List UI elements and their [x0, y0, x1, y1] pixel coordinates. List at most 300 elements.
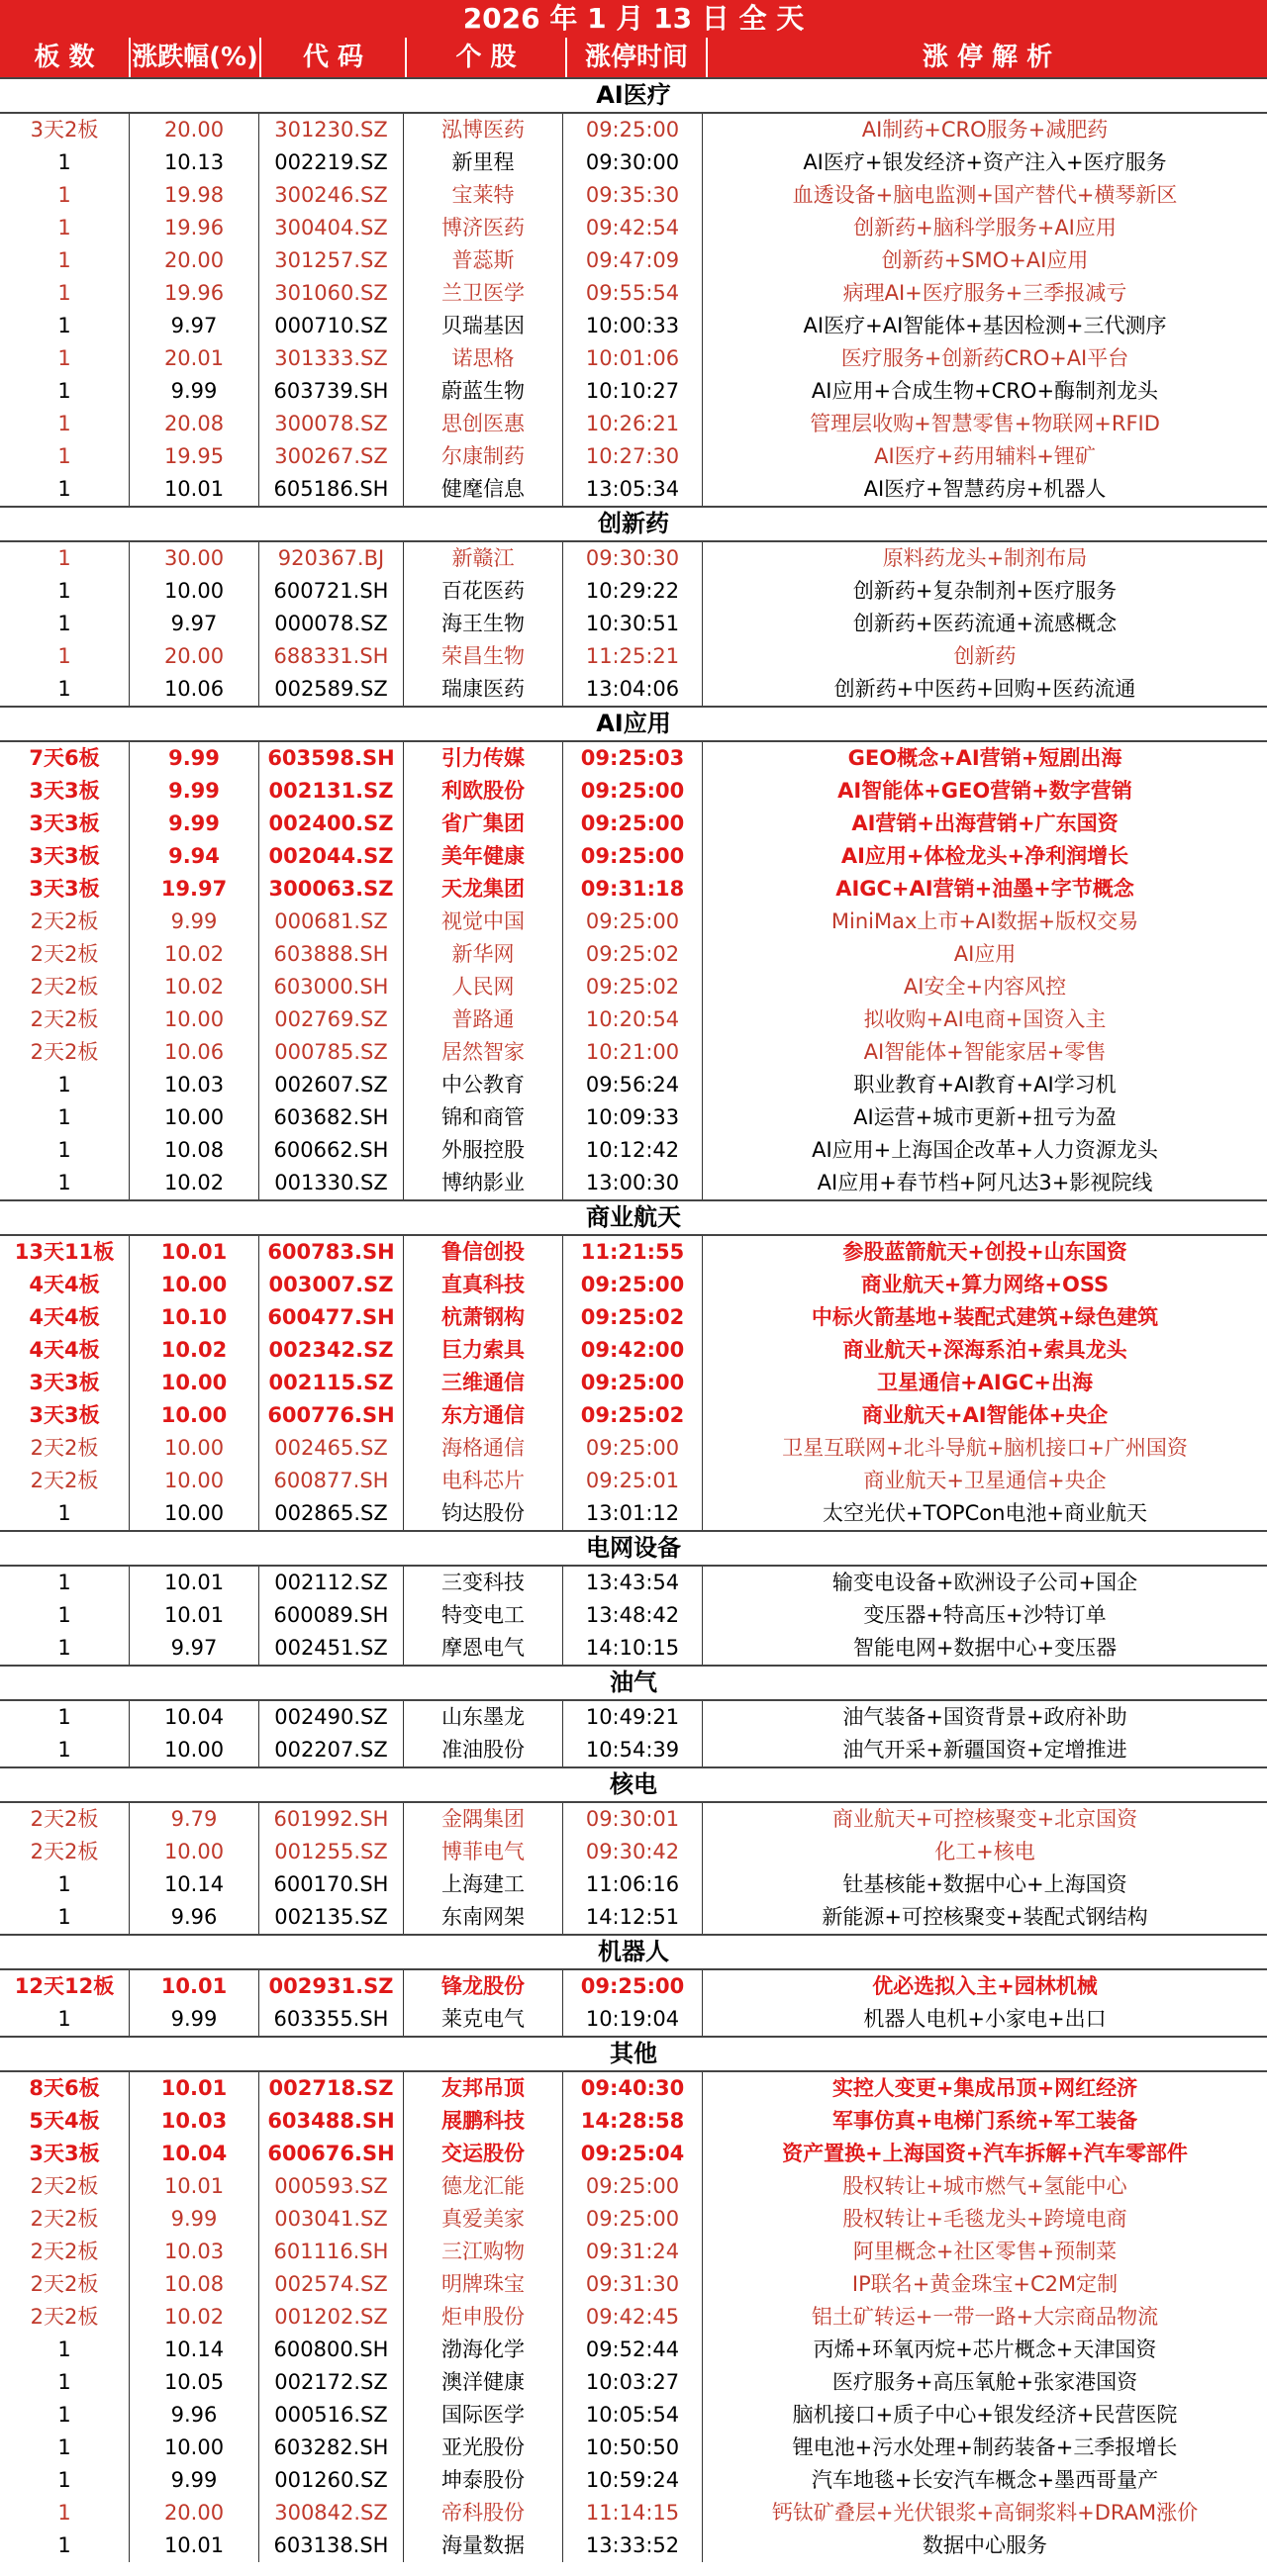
table-row — [0, 2003, 1267, 2036]
cell-limit-up-time: 11:25:21 — [563, 640, 703, 673]
cell-change-percent: 10.02 — [130, 1167, 259, 1199]
cell-analysis: 病理AI+医疗服务+三季报减亏 — [842, 281, 1127, 305]
cell-board-count: 1 — [0, 244, 130, 277]
section-header: 创新药 — [0, 506, 1267, 542]
cell-limit-up-time: 09:42:00 — [563, 1334, 703, 1367]
cell-limit-up-time: 09:35:30 — [563, 179, 703, 212]
cell-stock-name: 交运股份 — [404, 2138, 563, 2170]
cell-change-percent: 10.00 — [130, 1399, 259, 1432]
table-row — [0, 146, 1267, 179]
table-row — [0, 1465, 1267, 1497]
cell-stock-name: 瑞康医药 — [404, 673, 563, 706]
cell-change-percent: 10.03 — [130, 2236, 259, 2268]
table-row — [0, 1134, 1267, 1167]
cell-stock-name: 东方通信 — [404, 1399, 563, 1432]
cell-code: 001202.SZ — [259, 2301, 404, 2334]
cell-change-percent: 10.03 — [130, 1069, 259, 1101]
cell-analysis: 新能源+可控核聚变+装配式钢结构 — [822, 1905, 1148, 1929]
cell-code: 002135.SZ — [259, 1901, 404, 1934]
cell-code: 002574.SZ — [259, 2268, 404, 2301]
cell-board-count: 13天11板 — [0, 1236, 130, 1269]
cell-board-count: 1 — [0, 2334, 130, 2366]
cell-analysis: AI应用+春节档+阿凡达3+影视院线 — [817, 1171, 1153, 1194]
cell-change-percent: 10.13 — [130, 146, 259, 179]
cell-code: 300842.SZ — [259, 2497, 404, 2529]
cell-board-count: 5天4板 — [0, 2105, 130, 2138]
table-row — [0, 2236, 1267, 2268]
cell-limit-up-time: 13:01:12 — [563, 1497, 703, 1530]
cell-change-percent: 19.95 — [130, 440, 259, 473]
cell-stock-name: 鲁信创投 — [404, 1236, 563, 1269]
cell-stock-name: 上海建工 — [404, 1868, 563, 1901]
cell-board-count: 3天3板 — [0, 2138, 130, 2170]
cell-limit-up-time: 09:25:02 — [563, 1399, 703, 1432]
cell-analysis: 商业航天+AI智能体+央企 — [861, 1403, 1109, 1427]
table-row — [0, 1970, 1267, 2003]
table-row — [0, 742, 1267, 775]
cell-board-count: 1 — [0, 2399, 130, 2432]
cell-change-percent: 10.14 — [130, 2334, 259, 2366]
table-row — [0, 212, 1267, 244]
cell-stock-name: 诺思格 — [404, 342, 563, 375]
cell-analysis: 参股蓝箭航天+创投+山东国资 — [842, 1240, 1127, 1264]
cell-limit-up-time: 09:25:02 — [563, 1301, 703, 1334]
cell-analysis: 商业航天+卫星通信+央企 — [863, 1469, 1107, 1492]
cell-stock-name: 省广集团 — [404, 808, 563, 840]
cell-stock-name: 真爱美家 — [404, 2203, 563, 2236]
cell-change-percent: 10.08 — [130, 2268, 259, 2301]
cell-board-count: 1 — [0, 1868, 130, 1901]
cell-analysis: 实控人变更+集成吊顶+网红经济 — [831, 2076, 1138, 2100]
cell-analysis: 创新药+医药流通+流感概念 — [852, 612, 1118, 635]
cell-board-count: 1 — [0, 212, 130, 244]
cell-code: 000785.SZ — [259, 1036, 404, 1069]
table-row — [0, 1167, 1267, 1199]
cell-code: 603355.SH — [259, 2003, 404, 2036]
cell-stock-name: 帝科股份 — [404, 2497, 563, 2529]
cell-stock-name: 澳洋健康 — [404, 2366, 563, 2399]
cell-analysis: 输变电设备+欧洲设子公司+国企 — [831, 1571, 1138, 1594]
table-row — [0, 2497, 1267, 2529]
cell-analysis: AI医疗+银发经济+资产注入+医疗服务 — [803, 150, 1167, 174]
table-row — [0, 1497, 1267, 1530]
cell-stock-name: 特变电工 — [404, 1599, 563, 1632]
cell-board-count: 1 — [0, 277, 130, 310]
table-row — [0, 1069, 1267, 1101]
cell-change-percent: 10.01 — [130, 473, 259, 506]
cell-analysis: AI医疗+AI智能体+基因检测+三代测序 — [803, 314, 1167, 337]
cell-stock-name: 博纳影业 — [404, 1167, 563, 1199]
cell-code: 603598.SH — [259, 742, 404, 775]
header-stock-name: 个 股 — [407, 38, 567, 77]
cell-change-percent: 10.02 — [130, 971, 259, 1003]
cell-code: 600877.SH — [259, 1465, 404, 1497]
table-row — [0, 1803, 1267, 1836]
header-code: 代 码 — [261, 38, 407, 77]
cell-stock-name: 百花医药 — [404, 575, 563, 608]
cell-limit-up-time: 10:03:27 — [563, 2366, 703, 2399]
cell-code: 600800.SH — [259, 2334, 404, 2366]
cell-analysis: 脑机接口+质子中心+银发经济+民营医院 — [792, 2403, 1178, 2427]
cell-analysis: AI医疗+药用辅料+锂矿 — [874, 444, 1096, 468]
table-body — [0, 77, 1267, 2562]
cell-board-count: 1 — [0, 2529, 130, 2562]
cell-code: 600170.SH — [259, 1868, 404, 1901]
cell-code: 300078.SZ — [259, 408, 404, 440]
cell-stock-name: 人民网 — [404, 971, 563, 1003]
cell-stock-name: 博菲电气 — [404, 1836, 563, 1868]
cell-board-count: 4天4板 — [0, 1334, 130, 1367]
cell-board-count: 3天3板 — [0, 808, 130, 840]
cell-code: 002131.SZ — [259, 775, 404, 808]
cell-stock-name: 泓博医药 — [404, 114, 563, 146]
cell-change-percent: 10.02 — [130, 1334, 259, 1367]
cell-change-percent: 10.00 — [130, 1836, 259, 1868]
cell-analysis: 油气装备+国资背景+政府补助 — [842, 1705, 1127, 1729]
table-row — [0, 575, 1267, 608]
cell-analysis: 锂电池+污水处理+制药装备+三季报增长 — [792, 2435, 1178, 2459]
cell-board-count: 2天2板 — [0, 1432, 130, 1465]
table-row — [0, 608, 1267, 640]
table-row — [0, 873, 1267, 906]
cell-board-count: 1 — [0, 1167, 130, 1199]
cell-board-count: 1 — [0, 375, 130, 408]
cell-stock-name: 三维通信 — [404, 1367, 563, 1399]
cell-stock-name: 杭萧钢构 — [404, 1301, 563, 1334]
cell-limit-up-time: 09:25:03 — [563, 742, 703, 775]
cell-limit-up-time: 13:43:54 — [563, 1567, 703, 1599]
table-row — [0, 1236, 1267, 1269]
cell-board-count: 2天2板 — [0, 938, 130, 971]
table-row — [0, 1632, 1267, 1665]
cell-code: 600662.SH — [259, 1134, 404, 1167]
cell-change-percent: 9.99 — [130, 2464, 259, 2497]
cell-analysis: AI医疗+智慧药房+机器人 — [863, 477, 1107, 501]
cell-limit-up-time: 13:04:06 — [563, 673, 703, 706]
table-row — [0, 808, 1267, 840]
cell-analysis: 卫星通信+AIGC+出海 — [877, 1371, 1093, 1394]
cell-code: 001330.SZ — [259, 1167, 404, 1199]
cell-code: 002718.SZ — [259, 2072, 404, 2105]
cell-analysis: GEO概念+AI营销+短剧出海 — [847, 746, 1122, 770]
cell-board-count: 12天12板 — [0, 1970, 130, 2003]
table-row — [0, 1334, 1267, 1367]
cell-board-count: 2天2板 — [0, 1836, 130, 1868]
cell-board-count: 1 — [0, 1101, 130, 1134]
table-row — [0, 2399, 1267, 2432]
table-row — [0, 2072, 1267, 2105]
cell-limit-up-time: 09:30:01 — [563, 1803, 703, 1836]
cell-code: 600676.SH — [259, 2138, 404, 2170]
table-row — [0, 114, 1267, 146]
cell-limit-up-time: 10:09:33 — [563, 1101, 703, 1134]
table-row — [0, 1036, 1267, 1069]
cell-limit-up-time: 09:25:01 — [563, 1465, 703, 1497]
cell-stock-name: 贝瑞基因 — [404, 310, 563, 342]
table-header — [0, 38, 1267, 77]
cell-analysis: 卫星互联网+北斗导航+脑机接口+广州国资 — [782, 1436, 1188, 1460]
cell-code: 002115.SZ — [259, 1367, 404, 1399]
cell-change-percent: 10.00 — [130, 1465, 259, 1497]
table-row — [0, 473, 1267, 506]
cell-stock-name: 友邦吊顶 — [404, 2072, 563, 2105]
cell-stock-name: 博济医药 — [404, 212, 563, 244]
cell-board-count: 1 — [0, 179, 130, 212]
cell-limit-up-time: 14:10:15 — [563, 1632, 703, 1665]
table-row — [0, 2105, 1267, 2138]
cell-analysis: 数据中心服务 — [923, 2533, 1047, 2557]
cell-board-count: 8天6板 — [0, 2072, 130, 2105]
cell-stock-name: 德龙汇能 — [404, 2170, 563, 2203]
cell-change-percent: 19.96 — [130, 212, 259, 244]
header-analysis: 涨 停 解 析 — [922, 43, 1053, 72]
table-row — [0, 2334, 1267, 2366]
cell-limit-up-time: 10:27:30 — [563, 440, 703, 473]
cell-analysis: 创新药+SMO+AI应用 — [881, 248, 1089, 272]
cell-limit-up-time: 09:42:45 — [563, 2301, 703, 2334]
table-row — [0, 1599, 1267, 1632]
cell-stock-name: 宝莱特 — [404, 179, 563, 212]
cell-analysis: AI应用+体检龙头+净利润增长 — [840, 844, 1129, 868]
cell-stock-name: 坤泰股份 — [404, 2464, 563, 2497]
cell-board-count: 7天6板 — [0, 742, 130, 775]
cell-change-percent: 19.98 — [130, 179, 259, 212]
cell-limit-up-time: 09:31:18 — [563, 873, 703, 906]
cell-stock-name: 钧达股份 — [404, 1497, 563, 1530]
cell-board-count: 1 — [0, 2464, 130, 2497]
table-row — [0, 1836, 1267, 1868]
cell-analysis: 商业航天+算力网络+OSS — [860, 1273, 1110, 1296]
cell-code: 002342.SZ — [259, 1334, 404, 1367]
cell-analysis: AI应用 — [953, 942, 1017, 966]
cell-change-percent: 10.01 — [130, 1567, 259, 1599]
cell-stock-name: 锋龙股份 — [404, 1970, 563, 2003]
cell-code: 300063.SZ — [259, 873, 404, 906]
cell-limit-up-time: 09:25:00 — [563, 906, 703, 938]
cell-board-count: 2天2板 — [0, 971, 130, 1003]
cell-change-percent: 10.01 — [130, 1599, 259, 1632]
cell-analysis: 原料药龙头+制剂布局 — [882, 546, 1088, 570]
cell-change-percent: 10.01 — [130, 2529, 259, 2562]
table-row — [0, 1901, 1267, 1934]
cell-limit-up-time: 09:30:30 — [563, 542, 703, 575]
cell-stock-name: 天龙集团 — [404, 873, 563, 906]
cell-limit-up-time: 09:25:00 — [563, 1367, 703, 1399]
cell-stock-name: 国际医学 — [404, 2399, 563, 2432]
cell-code: 603000.SH — [259, 971, 404, 1003]
cell-stock-name: 居然智家 — [404, 1036, 563, 1069]
cell-stock-name: 山东墨龙 — [404, 1701, 563, 1734]
cell-limit-up-time: 09:25:00 — [563, 840, 703, 873]
cell-code: 600783.SH — [259, 1236, 404, 1269]
cell-change-percent: 10.03 — [130, 2105, 259, 2138]
cell-change-percent: 20.00 — [130, 640, 259, 673]
cell-limit-up-time: 09:47:09 — [563, 244, 703, 277]
cell-limit-up-time: 09:55:54 — [563, 277, 703, 310]
table-row — [0, 342, 1267, 375]
cell-board-count: 3天3板 — [0, 1367, 130, 1399]
cell-change-percent: 10.02 — [130, 938, 259, 971]
cell-code: 601992.SH — [259, 1803, 404, 1836]
cell-board-count: 3天3板 — [0, 873, 130, 906]
cell-stock-name: 新赣江 — [404, 542, 563, 575]
cell-change-percent: 19.97 — [130, 873, 259, 906]
cell-limit-up-time: 10:59:24 — [563, 2464, 703, 2497]
cell-limit-up-time: 09:25:02 — [563, 971, 703, 1003]
cell-change-percent: 9.99 — [130, 906, 259, 938]
cell-board-count: 1 — [0, 473, 130, 506]
cell-code: 301060.SZ — [259, 277, 404, 310]
cell-analysis: AI营销+出海营销+广东国资 — [851, 811, 1119, 835]
cell-board-count: 1 — [0, 310, 130, 342]
cell-code: 002769.SZ — [259, 1003, 404, 1036]
cell-change-percent: 10.05 — [130, 2366, 259, 2399]
cell-analysis: 铝土矿转运+一带一路+大宗商品物流 — [811, 2305, 1159, 2329]
cell-limit-up-time: 14:28:58 — [563, 2105, 703, 2138]
cell-analysis: AI运营+城市更新+扭亏为盈 — [853, 1105, 1117, 1129]
cell-limit-up-time: 11:21:55 — [563, 1236, 703, 1269]
cell-analysis: AI应用+合成生物+CRO+酶制剂龙头 — [811, 379, 1159, 403]
cell-board-count: 2天2板 — [0, 2203, 130, 2236]
table-row — [0, 277, 1267, 310]
cell-code: 002112.SZ — [259, 1567, 404, 1599]
table-row — [0, 1269, 1267, 1301]
cell-limit-up-time: 09:31:30 — [563, 2268, 703, 2301]
cell-stock-name: 摩恩电气 — [404, 1632, 563, 1665]
section-header: 机器人 — [0, 1934, 1267, 1970]
cell-stock-name: 引力传媒 — [404, 742, 563, 775]
cell-code: 002044.SZ — [259, 840, 404, 873]
cell-code: 603682.SH — [259, 1101, 404, 1134]
cell-stock-name: 普蕊斯 — [404, 244, 563, 277]
cell-code: 603138.SH — [259, 2529, 404, 2562]
cell-limit-up-time: 10:21:00 — [563, 1036, 703, 1069]
cell-analysis: AI制药+CRO服务+减肥药 — [861, 118, 1109, 142]
cell-code: 600477.SH — [259, 1301, 404, 1334]
cell-code: 603739.SH — [259, 375, 404, 408]
cell-analysis: IP联名+黄金珠宝+C2M定制 — [851, 2272, 1119, 2296]
table-row — [0, 840, 1267, 873]
cell-limit-up-time: 13:05:34 — [563, 473, 703, 506]
cell-stock-name: 巨力索具 — [404, 1334, 563, 1367]
cell-change-percent: 9.99 — [130, 375, 259, 408]
table-row — [0, 1567, 1267, 1599]
header-board-count: 板 数 — [0, 38, 131, 77]
cell-limit-up-time: 10:20:54 — [563, 1003, 703, 1036]
cell-limit-up-time: 09:25:00 — [563, 2170, 703, 2203]
cell-code: 000710.SZ — [259, 310, 404, 342]
cell-stock-name: 准油股份 — [404, 1734, 563, 1766]
cell-analysis: AIGC+AI营销+油墨+字节概念 — [835, 877, 1134, 901]
table-row — [0, 375, 1267, 408]
table-row — [0, 2529, 1267, 2562]
cell-board-count: 2天2板 — [0, 2301, 130, 2334]
cell-board-count: 1 — [0, 1134, 130, 1167]
cell-analysis: 职业教育+AI教育+AI学习机 — [853, 1073, 1117, 1097]
table-row — [0, 1432, 1267, 1465]
cell-board-count: 3天2板 — [0, 114, 130, 146]
cell-code: 300267.SZ — [259, 440, 404, 473]
table-row — [0, 1301, 1267, 1334]
cell-code: 002607.SZ — [259, 1069, 404, 1101]
cell-stock-name: 渤海化学 — [404, 2334, 563, 2366]
table-row — [0, 1003, 1267, 1036]
cell-limit-up-time: 09:25:00 — [563, 114, 703, 146]
cell-limit-up-time: 09:30:00 — [563, 146, 703, 179]
cell-limit-up-time: 10:19:04 — [563, 2003, 703, 2036]
cell-stock-name: 蔚蓝生物 — [404, 375, 563, 408]
cell-analysis: 股权转让+毛毯龙头+跨境电商 — [842, 2207, 1127, 2231]
cell-analysis: 机器人电机+小家电+出口 — [863, 2007, 1107, 2031]
table-row — [0, 440, 1267, 473]
cell-change-percent: 10.00 — [130, 575, 259, 608]
cell-analysis: 拟收购+AI电商+国资入主 — [863, 1007, 1107, 1031]
cell-stock-name: 利欧股份 — [404, 775, 563, 808]
section-header: 商业航天 — [0, 1199, 1267, 1236]
cell-change-percent: 10.00 — [130, 1432, 259, 1465]
cell-code: 300404.SZ — [259, 212, 404, 244]
table-row — [0, 244, 1267, 277]
cell-code: 003007.SZ — [259, 1269, 404, 1301]
cell-board-count: 4天4板 — [0, 1301, 130, 1334]
cell-analysis: 中标火箭基地+装配式建筑+绿色建筑 — [811, 1305, 1159, 1329]
cell-limit-up-time: 14:12:51 — [563, 1901, 703, 1934]
cell-board-count: 1 — [0, 673, 130, 706]
cell-analysis: 阿里概念+社区零售+预制菜 — [852, 2240, 1118, 2263]
cell-code: 002865.SZ — [259, 1497, 404, 1530]
cell-analysis: AI应用+上海国企改革+人力资源龙头 — [812, 1138, 1158, 1162]
table-row — [0, 2268, 1267, 2301]
cell-code: 603282.SH — [259, 2432, 404, 2464]
cell-code: 000078.SZ — [259, 608, 404, 640]
cell-analysis: 股权转让+城市燃气+氢能中心 — [842, 2174, 1127, 2198]
section-header: 油气 — [0, 1665, 1267, 1701]
cell-board-count: 1 — [0, 1599, 130, 1632]
cell-board-count: 1 — [0, 408, 130, 440]
cell-limit-up-time: 09:52:44 — [563, 2334, 703, 2366]
cell-code: 002490.SZ — [259, 1701, 404, 1734]
cell-stock-name: 锦和商管 — [404, 1101, 563, 1134]
cell-limit-up-time: 11:14:15 — [563, 2497, 703, 2529]
cell-stock-name: 普路通 — [404, 1003, 563, 1036]
cell-limit-up-time: 10:50:50 — [563, 2432, 703, 2464]
cell-code: 603888.SH — [259, 938, 404, 971]
cell-limit-up-time: 09:30:42 — [563, 1836, 703, 1868]
table-row — [0, 1101, 1267, 1134]
cell-limit-up-time: 10:10:27 — [563, 375, 703, 408]
cell-code: 600089.SH — [259, 1599, 404, 1632]
table-row — [0, 542, 1267, 575]
cell-limit-up-time: 09:25:00 — [563, 1432, 703, 1465]
cell-stock-name: 直真科技 — [404, 1269, 563, 1301]
cell-code: 688331.SH — [259, 640, 404, 673]
table-row — [0, 1367, 1267, 1399]
header-limit-up-time: 涨停时间 — [567, 38, 708, 77]
cell-code: 300246.SZ — [259, 179, 404, 212]
cell-analysis: 管理层收购+智慧零售+物联网+RFID — [810, 412, 1160, 435]
cell-change-percent: 10.01 — [130, 1236, 259, 1269]
table-row — [0, 2301, 1267, 2334]
section-header: AI应用 — [0, 706, 1267, 742]
cell-analysis: 钍基核能+数据中心+上海国资 — [842, 1872, 1127, 1896]
cell-change-percent: 10.00 — [130, 2432, 259, 2464]
table-row — [0, 2432, 1267, 2464]
table-row — [0, 938, 1267, 971]
cell-limit-up-time: 10:00:33 — [563, 310, 703, 342]
cell-change-percent: 10.14 — [130, 1868, 259, 1901]
cell-analysis: 商业航天+深海系泊+索具龙头 — [842, 1338, 1127, 1362]
cell-analysis: 资产置换+上海国资+汽车拆解+汽车零部件 — [782, 2142, 1188, 2165]
